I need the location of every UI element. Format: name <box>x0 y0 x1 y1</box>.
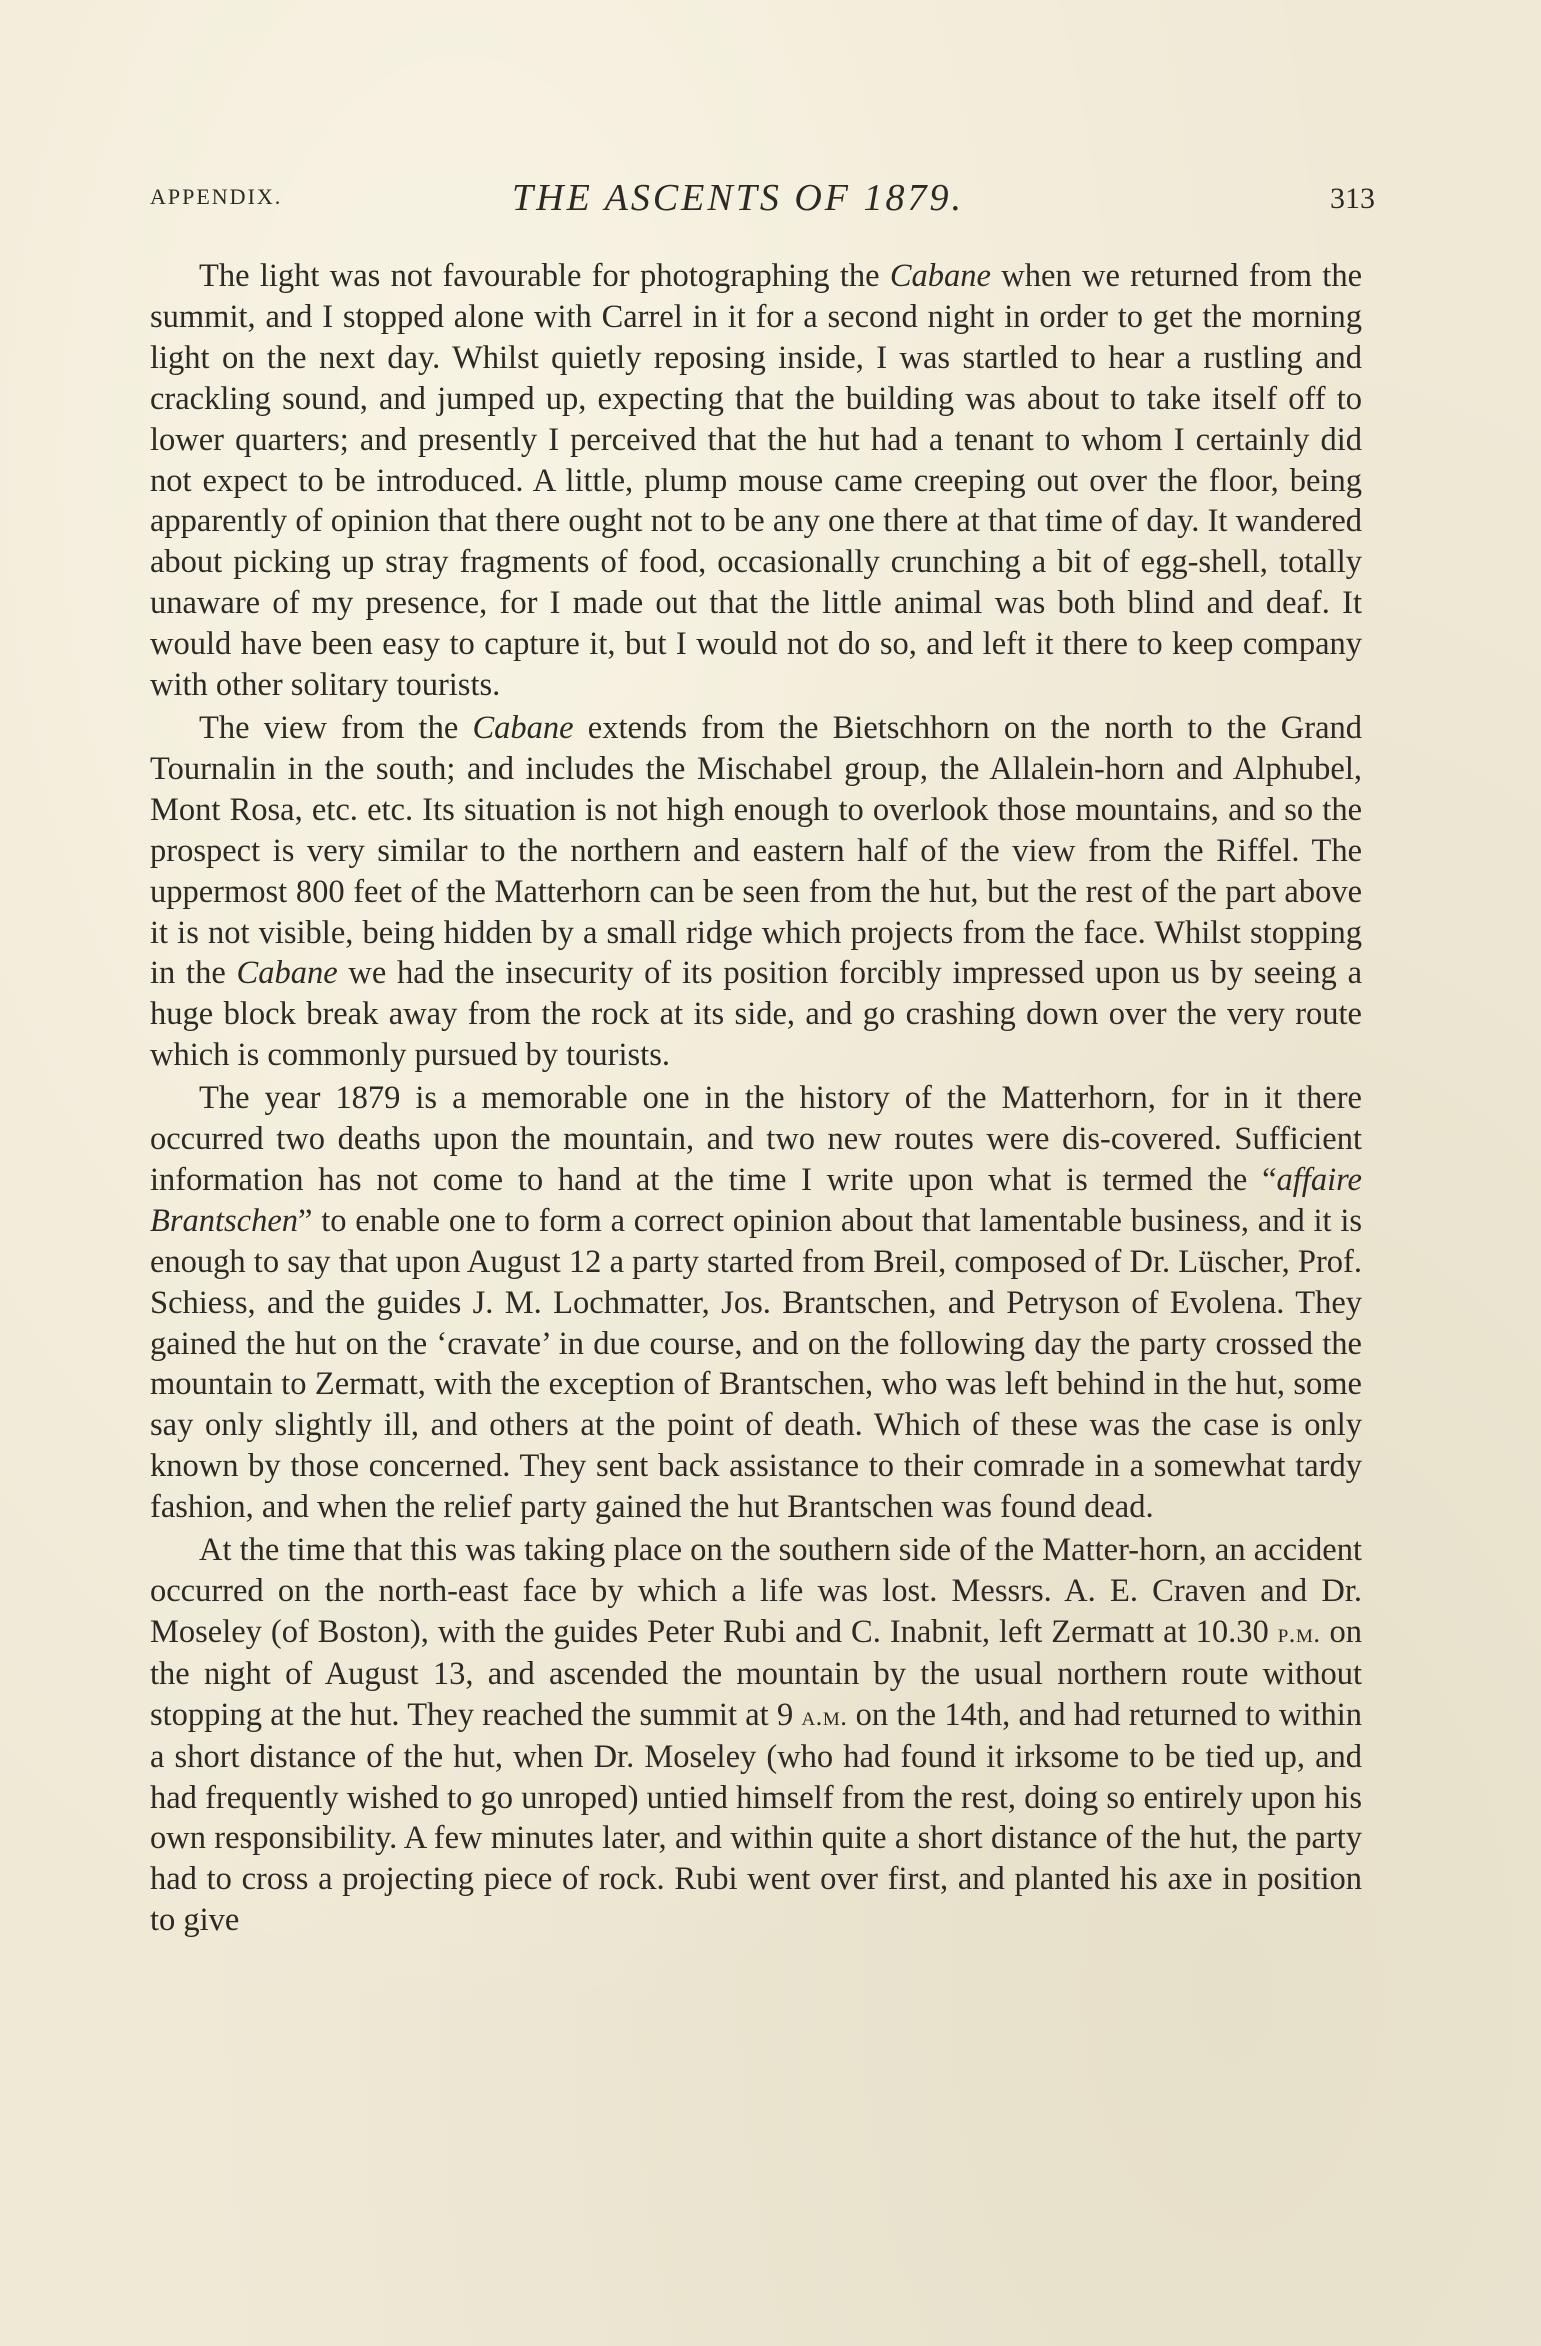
italic-term: Cabane <box>472 709 574 746</box>
paragraph-year-1879 <box>150 1078 1362 1528</box>
page-number: 313 <box>1330 182 1375 215</box>
paragraph-north-east-accident <box>150 1530 1362 1941</box>
text-run: The view from the <box>199 709 473 746</box>
text-run: extends from the Bietschhorn on the north to the Grand Tournalin in the south; and includes the Mischabel group, the Allalein-horn and Alphubel, Mont Rosa, etc. etc. Its situation is not high enough to overlook those mountains, and so the prospect is very similar to the northern and eastern half of the view from the Riffel. The uppermost 800 feet of the Matterhorn can be seen from the hut, but the rest of the part above it is not visible, being hidden by a small ridge which projects from the face. Whilst stopping in the <box>150 709 1362 992</box>
small-caps-time: a.m. <box>801 1700 848 1731</box>
italic-term: Cabane <box>889 258 991 294</box>
text-run: At the time that this was taking place on the southern side of the Matter-horn, an accident occurred on the north-east face by which a life was lost. Messrs. A. E. Craven and Dr. Moseley (of Boston), with the guides Peter Rubi and C. Inabnit, left Zermatt at 10.30 <box>150 1532 1362 1650</box>
italic-term: affaire Brantschen <box>150 1161 1362 1239</box>
text-run: The year 1879 is a memorable one in the history of the Matterhorn, for in it there occurred two deaths upon the mountain, and two new routes were dis-covered. Sufficient information has not come to hand at the time I write upon what is termed the “ <box>150 1080 1362 1198</box>
small-caps-time: p.m. <box>1277 1617 1321 1648</box>
text-run: ” to enable one to form a correct opinion about that lamentable business, and it is enough to say that upon August 12 a party started from Breil, composed of Dr. Lüscher, Prof. Schiess, and the guides J. M. Lochmatter, Jos. Brantschen, and Petryson of Evolena. They gained the hut on the ‘cravate’ in due course, and on the following day the party crossed the mountain to Zermatt, with the exception of Brantschen, who was left behind in the hut, some say only slightly ill, and others at the point of death. Which of these was the case is only known by those concerned. They sent back assistance to their comrade in a somewhat tardy fashion, and when the relief party gained the hut Brantschen was found dead. <box>150 1202 1362 1526</box>
running-head-title: THE ASCENTS OF 1879. <box>512 177 965 219</box>
text-run: we had the insecurity of its position forcibly impressed upon us by seeing a huge block break away from the rock at its side, and go crashing down over the very route which is commonly pursued by tourists. <box>150 955 1362 1074</box>
text-run: on the night of August 13, and ascended the mountain by the usual northern route without stopping at the hut. They reached the summit at 9 <box>150 1613 1363 1733</box>
text-run: on the 14th, and had returned to within a short distance of the hut, when Dr. Moseley (who had found it irksome to be tied up, and had frequently wished to go unroped) untied himself from the rest, doing so entirely upon his own responsibility. A few minutes later, and within quite a short distance of the hut, the party had to cross a projecting piece of rock. Rubi went over first, and planted his axe in position to give <box>150 1696 1362 1939</box>
text-run: The light was not favourable for photographing the <box>199 258 890 294</box>
paragraph-cabane-view <box>150 708 1362 1076</box>
body-text <box>150 256 1362 1941</box>
paragraph-cabane-mouse <box>150 256 1362 706</box>
running-head-section: APPENDIX. <box>150 184 283 209</box>
text-run: when we returned from the summit, and I stopped alone with Carrel in it for a second night in order to get the morning light on the next day. Whilst quietly reposing inside, I was startled to hear a rustling and crackling sound, and jumped up, expecting that the building was about to take itself off to lower quarters; and presently I perceived that the hut had a tenant to whom I certainly did not expect to be introduced. A little, plump mouse came creeping out over the floor, being apparently of opinion that there ought not to be any one there at that time of day. It wandered about picking up stray fragments of food, occasionally crunching a bit of egg-shell, totally unaware of my presence, for I made out that the little animal was both blind and deaf. It would have been easy to capture it, but I would not do so, and left it there to keep company with other solitary tourists. <box>150 258 1363 704</box>
italic-term: Cabane <box>236 955 338 992</box>
running-head <box>150 176 1375 226</box>
